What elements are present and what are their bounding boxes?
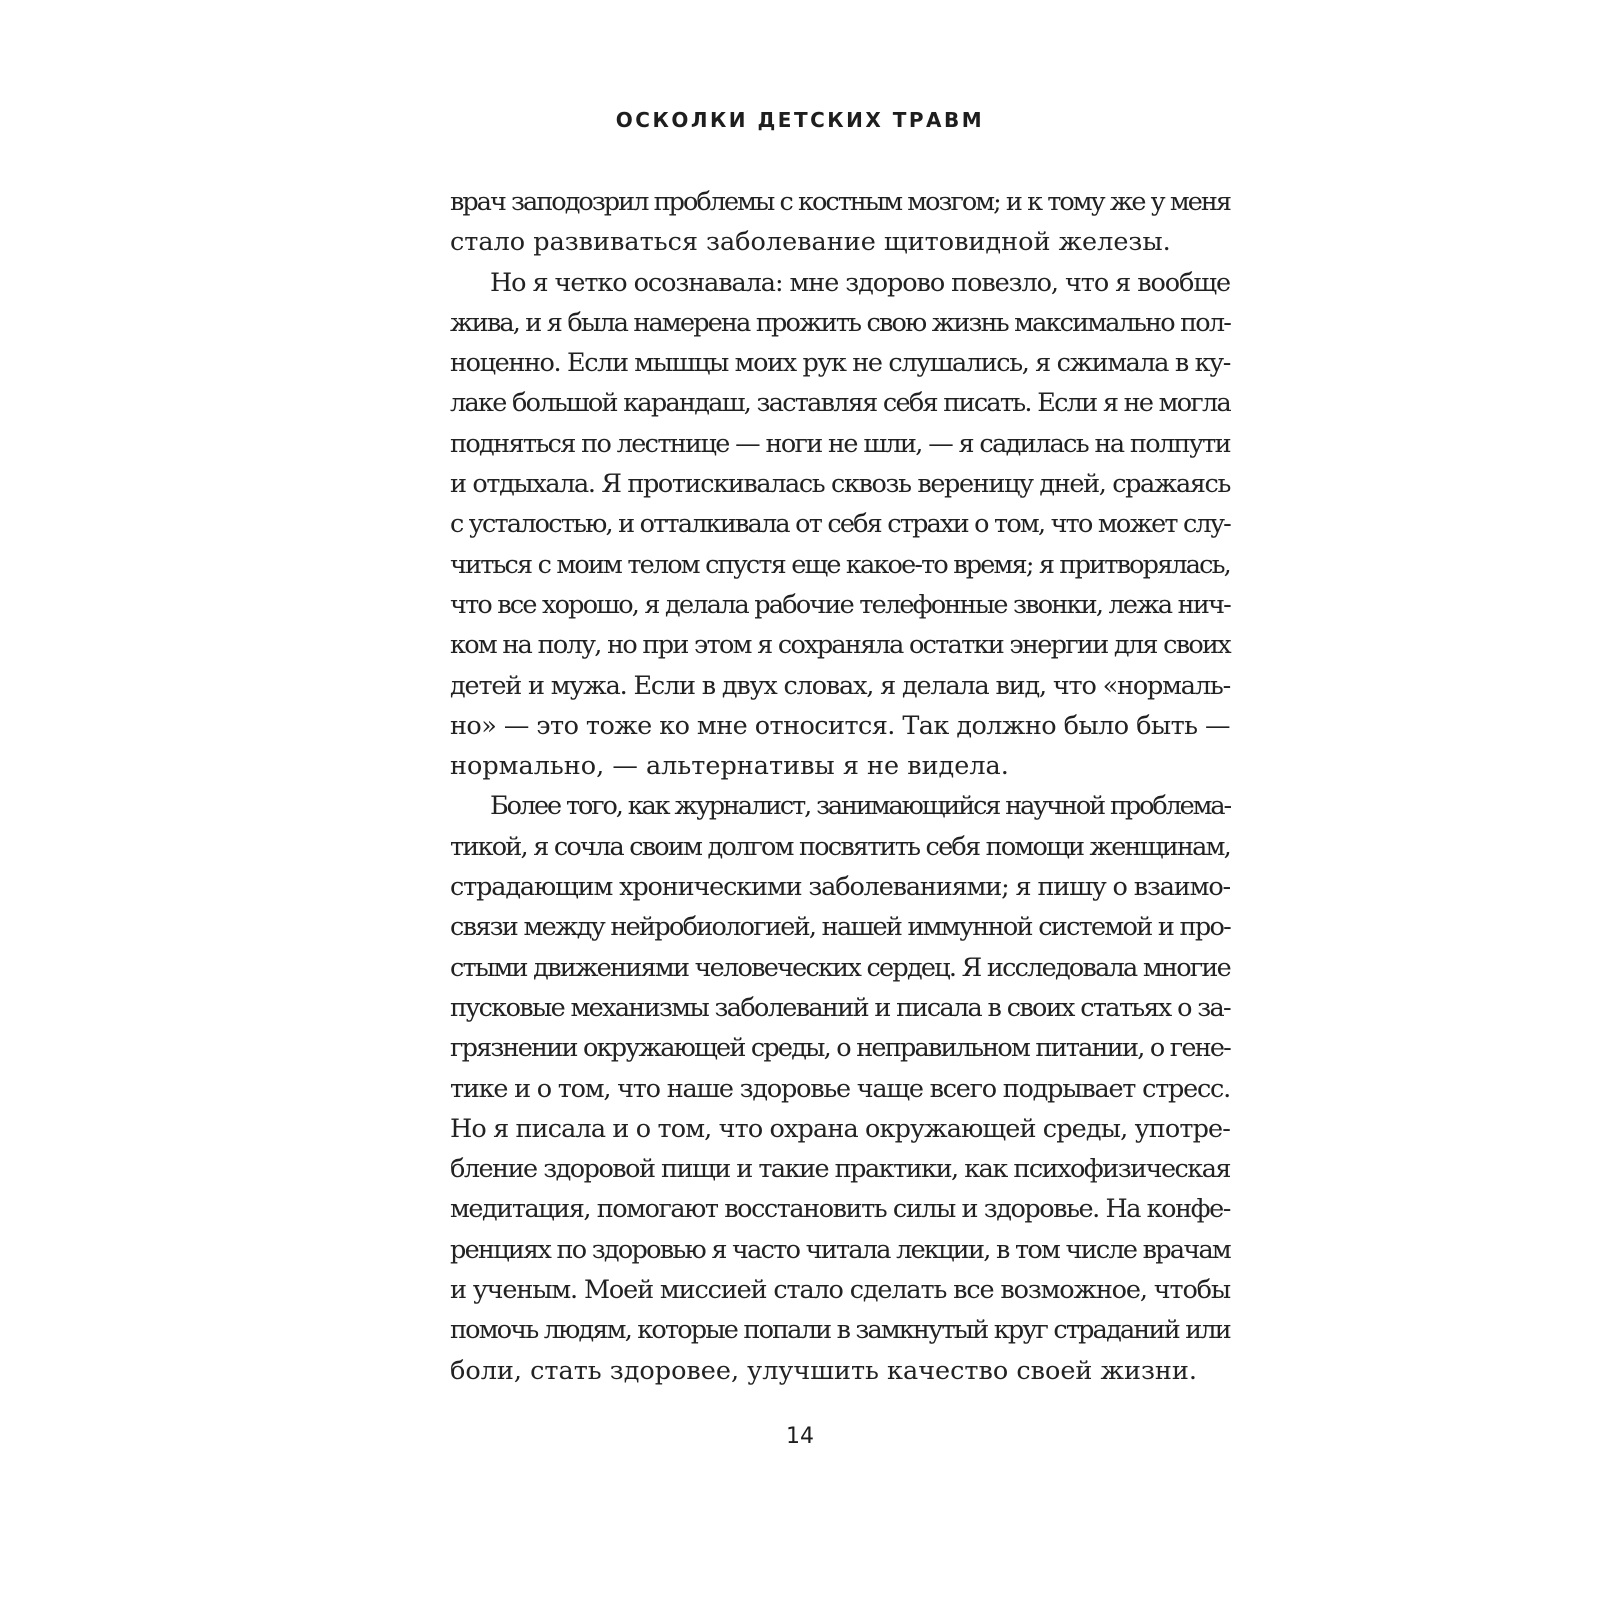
- text-line: Но я писала и о том, что охрана окружающей среды, употре-: [450, 1113, 1230, 1144]
- text-line: стыми движениями человеческих сердец. Я исследовала многие: [450, 952, 1231, 983]
- text-line: лаке большой карандаш, заставляя себя писать. Если я не могла: [450, 388, 1231, 419]
- text-line: тикой, я сочла своим долгом посвятить себя помощи женщинам,: [450, 831, 1230, 862]
- running-head-title: ОСКОЛКИ ДЕТСКИХ ТРАВМ: [615, 108, 985, 132]
- text-line: подняться по лестнице — ноги не шли, — я садилась на полпути: [450, 428, 1231, 459]
- text-line: нормально, — альтернативы я не видела.: [450, 751, 1009, 782]
- text-line: пусковые механизмы заболеваний и писала в своих статьях о за-: [450, 992, 1230, 1023]
- text-line: бление здоровой пищи и такие практики, как психофизическая: [450, 1154, 1230, 1185]
- body-text: [450, 182, 1230, 1391]
- text-line: врач заподозрил проблемы с костным мозгом; и к тому же у меня: [450, 187, 1231, 217]
- text-line: с усталостью, и отталкивала от себя страхи о том, что может слу-: [450, 509, 1230, 540]
- paragraph: [450, 182, 1230, 263]
- text-line: но» — это тоже ко мне относится. Так должно было быть —: [450, 710, 1230, 741]
- text-line: связи между нейробиологией, нашей иммунной системой и про-: [450, 912, 1231, 943]
- text-line: грязнении окружающей среды, о неправильном питании, о гене-: [450, 1033, 1231, 1064]
- paragraph: [450, 786, 1230, 1390]
- text-line: стало развиваться заболевание щитовидной железы.: [450, 227, 1171, 258]
- text-line: ноценно. Если мышцы моих рук не слушались, я сжимала в ку-: [450, 348, 1230, 379]
- text-line: жива, и я была намерена прожить свою жизнь максимально пол-: [450, 307, 1230, 338]
- text-line: Более того, как журналист, занимающийся научной проблема-: [490, 791, 1230, 822]
- text-line: читься с моим телом спустя еще какое-то время; я притворялась,: [450, 549, 1230, 580]
- text-line: боли, стать здоровее, улучшить качество своей жизни.: [450, 1355, 1197, 1386]
- paragraph: [450, 263, 1230, 787]
- text-line: и отдыхала. Я протискивалась сквозь вереницу дней, сражаясь: [450, 469, 1230, 500]
- text-line: ренциях по здоровью я часто читала лекции, в том числе врачам: [450, 1234, 1231, 1265]
- text-line: тике и о том, что наше здоровье чаще всего подрывает стресс.: [450, 1073, 1230, 1104]
- text-line: ком на полу, но при этом я сохраняла остатки энергии для своих: [450, 630, 1230, 661]
- text-line: страдающим хроническими заболеваниями; я пишу о взаимо-: [450, 872, 1230, 903]
- text-line: что все хорошо, я делала рабочие телефонные звонки, лежа нич-: [450, 589, 1230, 620]
- text-line: детей и мужа. Если в двух словах, я делала вид, что «нормаль-: [450, 670, 1231, 701]
- text-line: и ученым. Моей миссией стало сделать все возможное, чтобы: [450, 1275, 1231, 1306]
- text-line: медитация, помогают восстановить силы и здоровье. На конфе-: [450, 1194, 1230, 1225]
- text-line: Но я четко осознавала: мне здорово повезло, что я вообще: [490, 267, 1231, 298]
- text-line: помочь людям, которые попали в замкнутый круг страданий или: [450, 1315, 1230, 1346]
- page-number: 14: [786, 1424, 814, 1449]
